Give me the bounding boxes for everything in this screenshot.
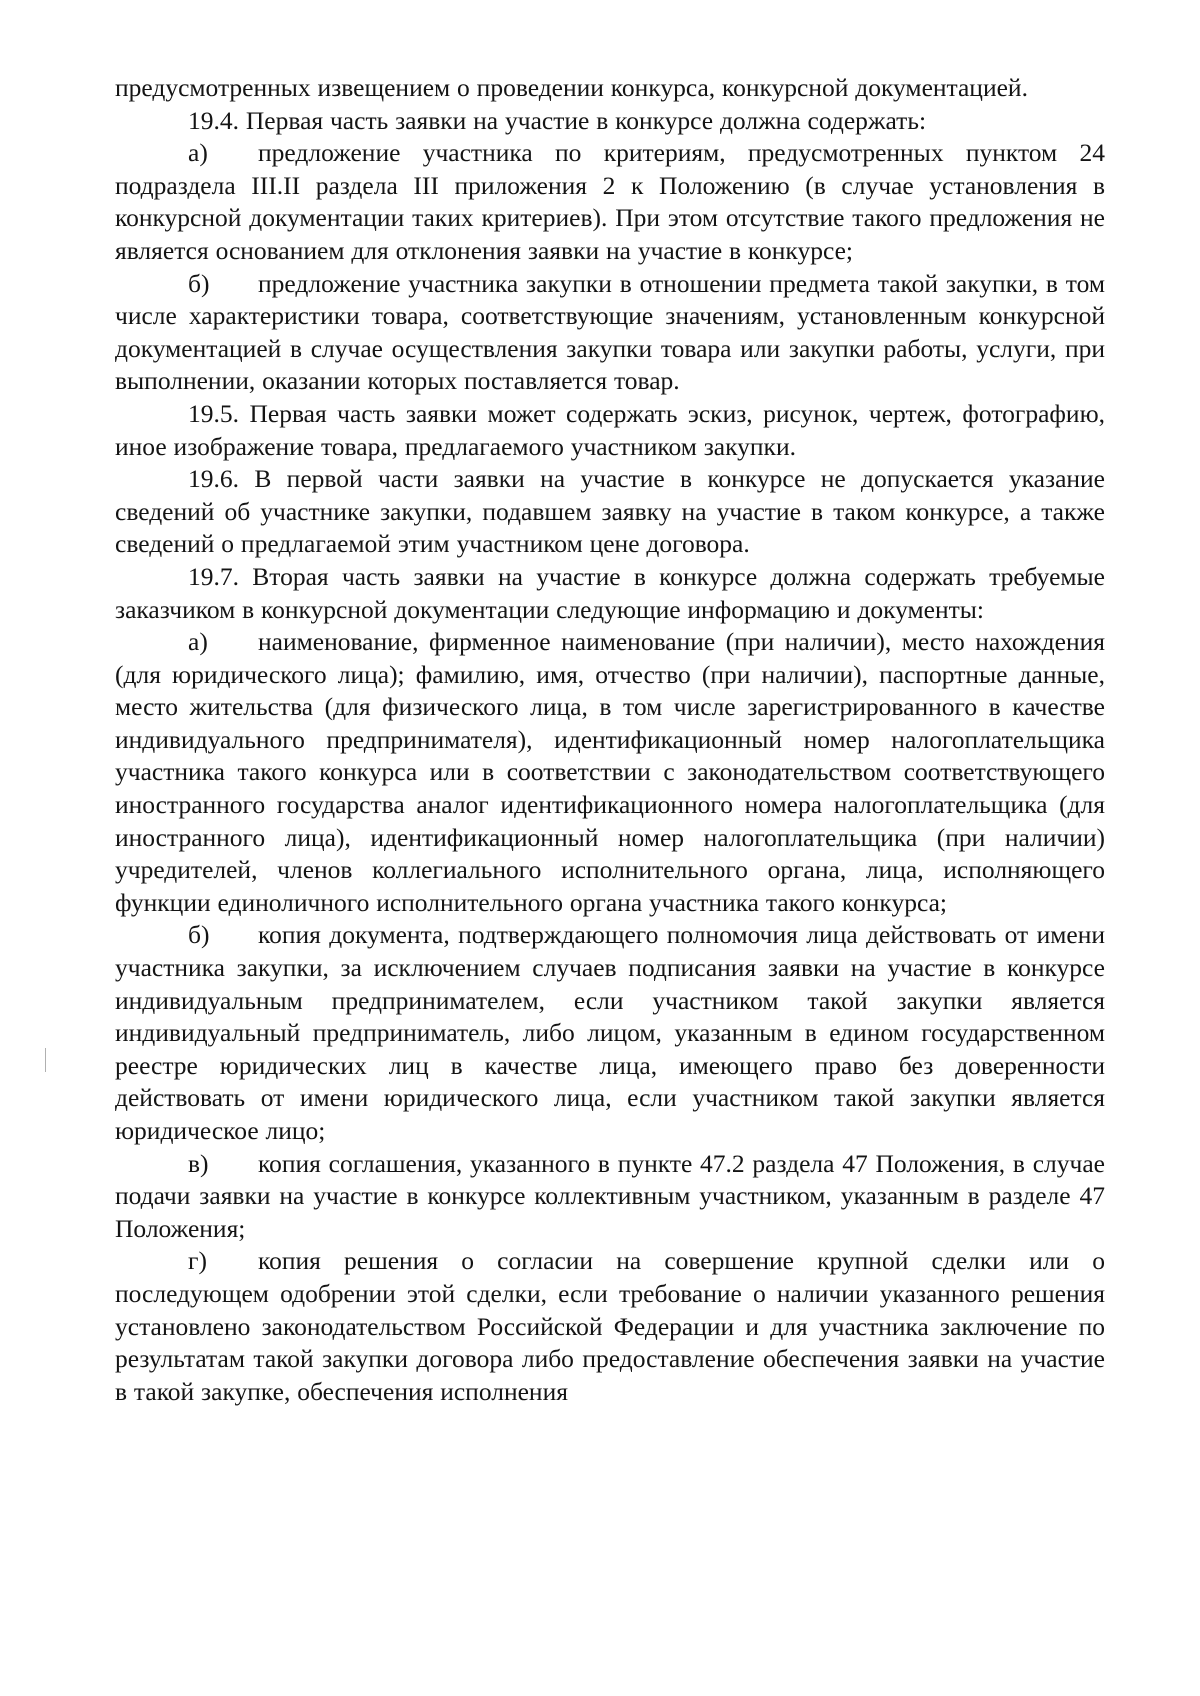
clause-19-7-item-a: [115, 626, 1105, 919]
clause-19-7-item-c: [115, 1148, 1105, 1246]
item-text: копия решения о согласии на совершение крупной сделки или о последующем одобрении этой сделки, если требование о наличии указанного решения установлено законодательством Российской Федерации и для участника заключение по результатам такой закупки договора либо предоставление обеспечения заявки на участие в такой закупке, обеспечения исполнения: [115, 1246, 1105, 1406]
item-marker: а): [188, 627, 208, 657]
scan-margin-mark: [45, 1048, 46, 1072]
item-text: наименование, фирменное наименование (при наличии), место нахождения (для юридического лица); фамилию, имя, отчество (при наличии), паспортные данные, место жительства (для физического лица, в том числе зарегистрированного в качестве индивидуального предпринимателя), идентификационный номер налогоплательщика участника такого конкурса или в соответствии с законодательством соответствующего иностранного государства аналог идентификационного номера налогоплательщика (для иностранного лица), идентификационный номер налогоплательщика (при наличии) учредителей, членов коллегиального исполнительного органа, лица, исполняющего функции единоличного исполнительного органа участника такого конкурса;: [115, 627, 1105, 917]
intro-continuation: предусмотренных извещением о проведении конкурса, конкурсной документацией.: [115, 73, 1028, 102]
clause-19-4-item-b: [115, 268, 1105, 398]
document-body: [115, 72, 1105, 1408]
clause-19-7-item-b: [115, 919, 1105, 1147]
item-text: копия соглашения, указанного в пункте 47.2 раздела 47 Положения, в случае подачи заявки на участие в конкурсе коллективным участником, указанным в разделе 47 Положения;: [115, 1148, 1105, 1243]
item-text: предложение участника закупки в отношении предмета такой закупки, в том числе характеристики товара, соответствующие значениям, установленным конкурсной документацией в случае осуществления закупки товара или закупки работы, услуги, при выполнении, оказании которых поставляется товар.: [115, 268, 1105, 396]
item-text: предложение участника по критериям, предусмотренных пунктом 24 подраздела III.II раздела III приложения 2 к Положению (в случае установления в конкурсной документации таких критериев). При этом отсутствие такого предложения не является основанием для отклонения заявки на участие в конкурсе;: [115, 138, 1105, 265]
clause-19-7-item-d: [115, 1245, 1105, 1408]
item-marker: г): [188, 1246, 207, 1276]
item-marker: б): [188, 920, 210, 950]
item-marker: б): [188, 268, 210, 298]
clause-19-7-heading: 19.7. Вторая часть заявки на участие в конкурсе должна содержать требуемые заказчиком в конкурсной документации следующие информацию и документы:: [115, 561, 1105, 624]
clause-19-5: 19.5. Первая часть заявки может содержать эскиз, рисунок, чертеж, фотографию, иное изображение товара, предлагаемого участником закупки.: [115, 398, 1105, 461]
clause-19-4-heading: 19.4. Первая часть заявки на участие в конкурсе должна содержать:: [188, 105, 927, 135]
item-marker: в): [188, 1148, 209, 1178]
clause-19-4-item-a: [115, 137, 1105, 267]
item-marker: а): [188, 138, 208, 168]
clause-19-6: 19.6. В первой части заявки на участие в конкурсе не допускается указание сведений об участнике закупки, подавшем заявку на участие в таком конкурсе, а также сведений о предлагаемой этим участником цене договора.: [115, 464, 1105, 559]
item-text: копия документа, подтверждающего полномочия лица действовать от имени участника закупки, за исключением случаев подписания заявки на участие в конкурсе индивидуальным предпринимателем, если участником такой закупки является индивидуальный предприниматель, либо лицом, указанным в едином государственном реестре юридических лиц в качестве лица, имеющего право без доверенности действовать от имени юридического лица, если участником такой закупки является юридическое лицо;: [115, 920, 1105, 1145]
